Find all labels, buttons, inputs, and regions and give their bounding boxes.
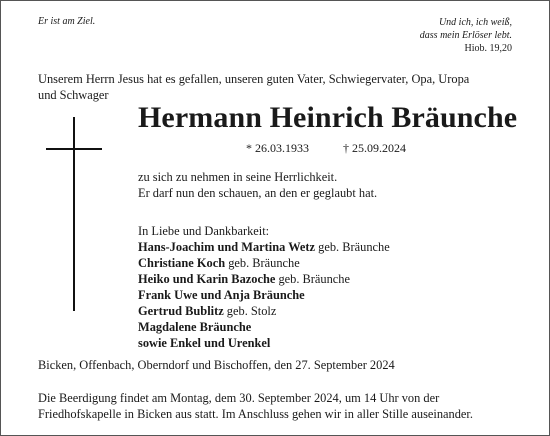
- motto-left: Er ist am Ziel.: [38, 16, 96, 27]
- cross-icon: [73, 117, 75, 311]
- bible-quote-source: Hiob. 19,20: [464, 43, 512, 54]
- bible-quote: [420, 16, 512, 55]
- list-item: Magdalene Bräunche: [138, 320, 252, 334]
- list-item: Gertrud Bublitz geb. Stolz: [138, 304, 277, 318]
- bible-quote-line-2: dass mein Erlöser lebt.: [419, 30, 512, 41]
- list-item: Christiane Koch geb. Bräunche: [138, 256, 300, 270]
- intro-text: [38, 71, 469, 103]
- list-item: Hans-Joachim und Martina Wetz geb. Bräunche: [138, 240, 390, 254]
- bible-quote-line-1: Und ich, ich weiß,: [438, 17, 512, 28]
- place-and-date: Bicken, Offenbach, Oberndorf und Bischoffen, den 27. September 2024: [38, 358, 395, 372]
- list-item: sowie Enkel und Urenkel: [138, 336, 271, 350]
- deceased-name: Hermann Heinrich Bräunche: [138, 101, 518, 134]
- cross-icon-bar: [46, 148, 102, 150]
- mourning-intro: In Liebe und Dankbarkeit:: [138, 224, 270, 238]
- list-item: Frank Uwe und Anja Bräunche: [138, 288, 305, 302]
- funeral-line-1: Die Beerdigung findet am Montag, dem 30. September 2024, um 14 Uhr von der: [38, 391, 440, 405]
- birth-date: * 26.03.1933: [246, 141, 309, 155]
- mourners-list: [138, 223, 390, 351]
- intro-line-2: und Schwager: [38, 88, 109, 102]
- death-date: † 25.09.2024: [343, 141, 406, 155]
- faith-line-1: zu sich zu nehmen in seine Herrlichkeit.: [138, 170, 338, 184]
- faith-line-2: Er darf nun den schauen, an den er geglaubt hat.: [138, 186, 378, 200]
- funeral-line-2: Friedhofskapelle in Bicken aus statt. Im Anschluss gehen wir in aller Stille auseinander.: [38, 407, 473, 421]
- list-item: Heiko und Karin Bazoche geb. Bräunche: [138, 272, 351, 286]
- funeral-info: [38, 390, 473, 422]
- intro-line-1: Unserem Herrn Jesus hat es gefallen, unseren guten Vater, Schwiegervater, Opa, Uropa: [38, 72, 470, 86]
- faith-text: [138, 169, 377, 201]
